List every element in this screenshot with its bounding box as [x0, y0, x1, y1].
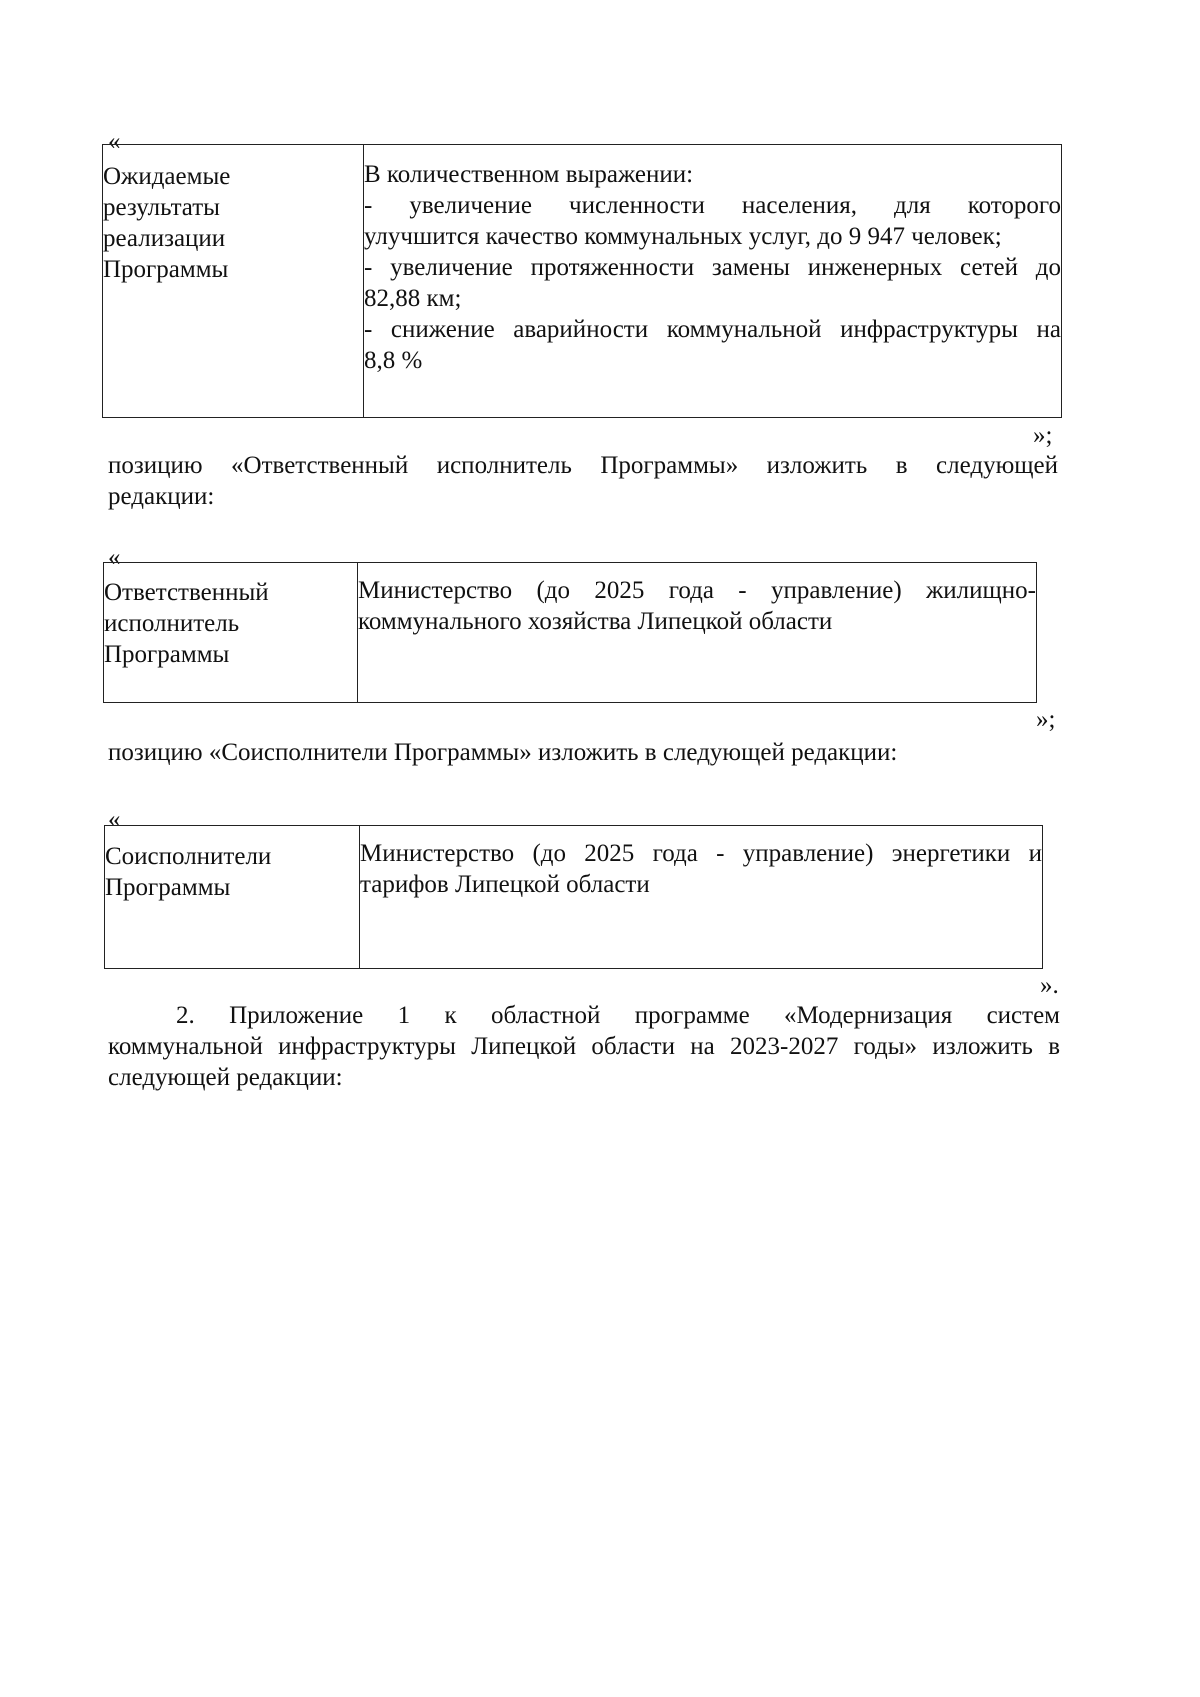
block3-table — [104, 825, 1043, 969]
para1-line2: редакции: — [108, 483, 215, 510]
para3-line2: коммунальной инфраструктуры Липецкой области на 2023-2027 годы» изложить в — [108, 1033, 1060, 1060]
block1-label-cell — [103, 145, 364, 418]
block2-label-line: исполнитель — [104, 610, 240, 637]
block1-label-line: реализации — [103, 225, 226, 252]
block2-label-line: Программы — [104, 641, 230, 668]
block1-label-line: Программы — [103, 256, 229, 283]
block1-open-quote: « — [108, 128, 121, 155]
block1-item3-line1: - снижение аварийности коммунальной инфраструктуры на — [364, 316, 1061, 343]
block1-item1-line1: - увеличение численности населения, для которого — [364, 192, 1061, 219]
block2-close-quote: »; — [1036, 706, 1056, 733]
block2-value-line1: Министерство (до 2025 года - управление) жилищно- — [358, 577, 1036, 604]
block3-value-line2: тарифов Липецкой области — [360, 871, 650, 898]
block3-label-line: Программы — [105, 874, 231, 901]
para1 — [108, 450, 1058, 512]
block2-value-cell — [358, 563, 1037, 703]
block1-close-quote: »; — [1033, 422, 1053, 449]
block3-label-cell — [105, 826, 360, 969]
block2-label-line: Ответственный — [104, 579, 269, 606]
block2-table — [103, 562, 1037, 703]
block1-item2-line2: 82,88 км; — [364, 285, 462, 312]
block2-open-quote: « — [108, 544, 121, 571]
block1-item2-line1: - увеличение протяженности замены инженерных сетей до — [364, 254, 1061, 281]
para3-line1: 2. Приложение 1 к областной программе «Модернизация систем — [176, 1002, 1060, 1029]
block1-item3-line2: 8,8 % — [364, 347, 423, 374]
block1-label-line: результаты — [103, 194, 220, 221]
block3-close-quote: ». — [1040, 972, 1059, 999]
block3-open-quote: « — [108, 806, 121, 833]
block2-value-line2: коммунального хозяйства Липецкой области — [358, 608, 833, 635]
para3 — [108, 1000, 1060, 1093]
block3-value-line1: Министерство (до 2025 года - управление) энергетики и — [360, 840, 1042, 867]
para3-line3: следующей редакции: — [108, 1064, 343, 1091]
para2-text: позицию «Соисполнители Программы» изложить в следующей редакции: — [108, 739, 898, 766]
block1-table — [102, 144, 1062, 418]
block3-value-cell — [360, 826, 1043, 969]
block1-item1-line2: улучшится качество коммунальных услуг, до 9 947 человек; — [364, 223, 1002, 250]
block2-label-cell — [104, 563, 358, 703]
para1-line1: позицию «Ответственный исполнитель Программы» изложить в следующей — [108, 452, 1058, 479]
block1-value-cell — [364, 145, 1062, 418]
block1-label-line: Ожидаемые — [103, 163, 231, 190]
block3-label-line: Соисполнители — [105, 843, 272, 870]
block1-intro: В количественном выражении: — [364, 161, 694, 188]
para2 — [108, 737, 897, 768]
